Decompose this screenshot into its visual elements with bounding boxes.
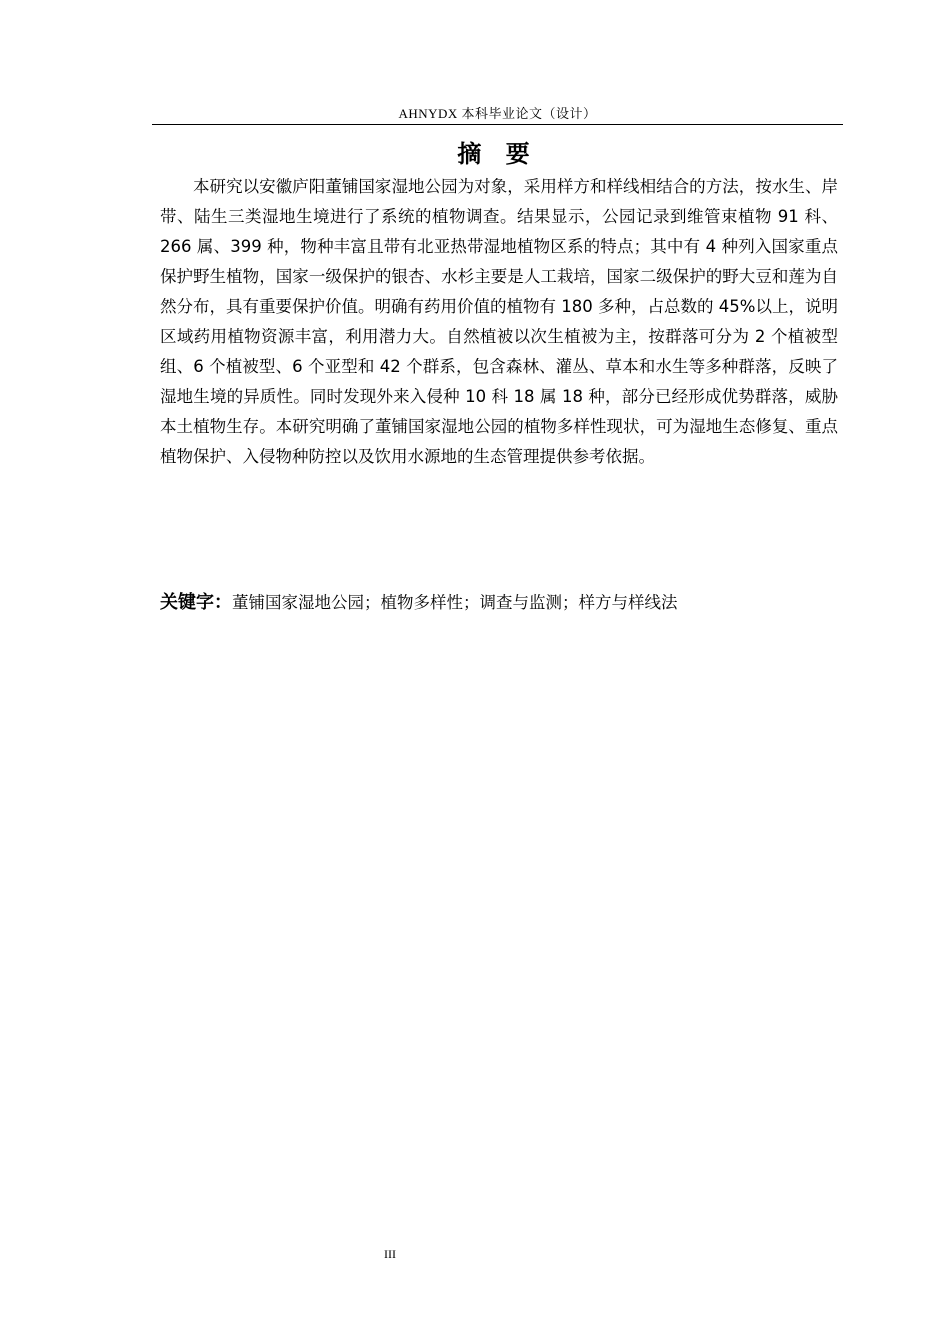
abstract-title: 摘 要 [457,140,538,168]
header-rule [152,124,843,125]
keywords-value: 董铺国家湿地公园；植物多样性；调查与监测；样方与样线法 [232,593,678,612]
page-number: III [384,1247,396,1261]
abstract-body: 本研究以安徽庐阳董铺国家湿地公园为对象，采用样方和样线相结合的方法，按水生、岸带、陆生三类湿地生境进行了系统的植物调查。结果显示，公园记录到维管束植物 91 科、266 属、399 种，物种丰富且带有北亚热带湿地植物区系的特点；其中有 4 种列入国家重点保护野生植物，国家一级保护的银杏、水杉主要是人工栽培，国家二级保护的野大豆和莲为自然分布，具有重要保护价值。明确有药用价值的植物有 180 多种，占总数的 45%以上，说明区域药用植物资源丰富，利用潜力大。自然植被以次生植被为主，按群落可分为 2 个植被型组、6 个植被型、6 个亚型和 42 个群系，包含森林、灌丛、草本和水生等多种群落，反映了湿地生境的异质性。同时发现外来入侵种 10 科 18 属 18 种，部分已经形成优势群落，威胁本土植物生存。本研究明确了董铺国家湿地公园的植物多样性现状，可为湿地生态修复、重点植物保护、入侵物种防控以及饮用水源地的生态管理提供参考依据。 [160,177,838,466]
running-header: AHNYDX 本科毕业论文（设计） [398,106,597,121]
keywords-line [160,588,838,618]
keywords-label: 关键字： [160,592,232,613]
